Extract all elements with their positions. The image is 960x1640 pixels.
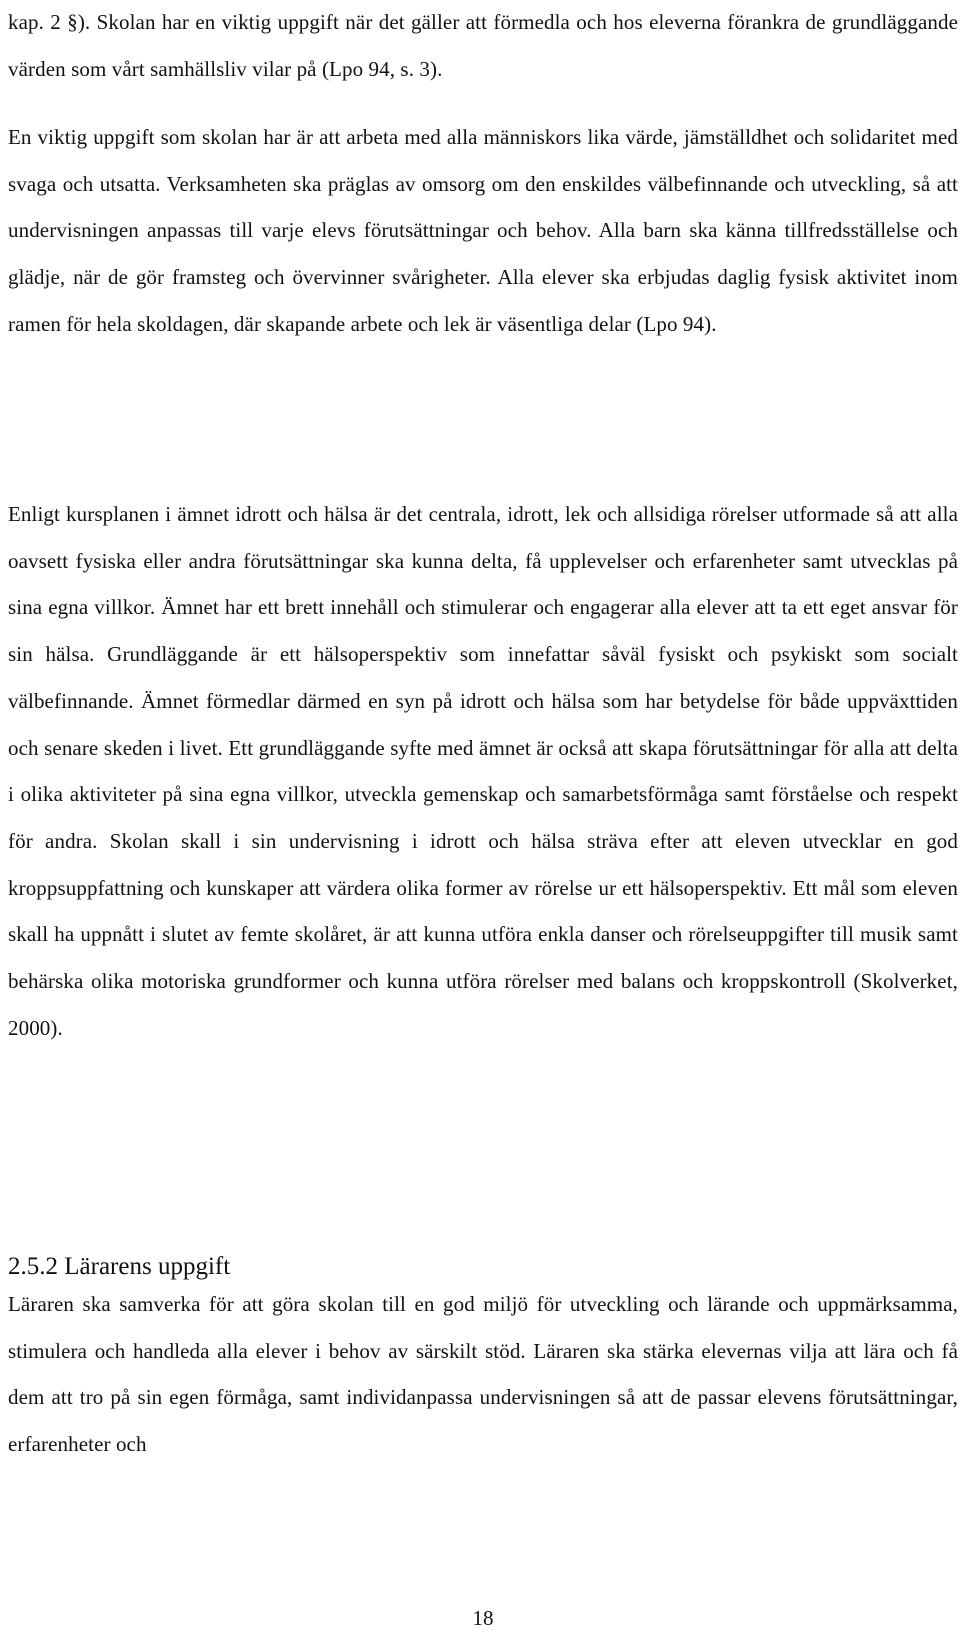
paragraph-teacher-task: Läraren ska samverka för att göra skolan till en god miljö för utveckling och lärande och uppmärksamma, stimulera och handleda alla elever i behov av särskilt stöd. Läraren ska stärka elevernas vilja att lära och få dem att tro på sin egen förmåga, samt individanpassa undervisningen så att de passar elevens förutsättningar, erfarenheter och xyxy=(8,1292,958,1457)
paragraph-values: En viktig uppgift som skolan har är att arbeta med alla människors lika värde, jämställdhet och solidaritet med svaga och utsatta. Verksamheten ska präglas av omsorg om den enskildes välbefinnande och utveckling, så att undervisningen anpassas till varje elevs förutsättningar och behov. Alla barn ska känna tillfredsställelse och glädje, när de gör framsteg och övervinner svårigheter. Alla elever ska erbjudas daglig fysisk aktivitet inom ramen för hela skoldagen, där skapande arbete och lek är väsentliga delar (Lpo 94). xyxy=(8,125,958,336)
page-number: 18 xyxy=(472,1606,494,1630)
document-page xyxy=(8,0,958,1640)
paragraph-continuation: kap. 2 §). Skolan har en viktig uppgift när det gäller att förmedla och hos eleverna förankra de grundläggande värden som vårt samhällsliv vilar på (Lpo 94, s. 3). xyxy=(8,10,958,81)
section-heading: 2.5.2 Lärarens uppgift xyxy=(8,1253,231,1280)
paragraph-curriculum: Enligt kursplanen i ämnet idrott och hälsa är det centrala, idrott, lek och allsidiga rörelser utformade så att alla oavsett fysiska eller andra förutsättningar ska kunna delta, få upplevelser och erfarenheter samt utvecklas på sina egna villkor. Ämnet har ett brett innehåll och stimulerar och engagerar alla elever att ta ett eget ansvar för sin hälsa. Grundläggande är ett hälsoperspektiv som innefattar såväl fysiskt och psykiskt som socialt välbefinnande. Ämnet förmedlar därmed en syn på idrott och hälsa som har betydelse för både uppväxttiden och senare skeden i livet. Ett grundläggande syfte med ämnet är också att skapa förutsättningar för alla att delta i olika aktiviteter på sina egna villkor, utveckla gemenskap och samarbetsförmåga samt förståelse och respekt för andra. Skolan skall i sin undervisning i idrott och hälsa sträva efter att eleven utvecklar en god kroppsuppfattning och kunskaper att värdera olika former av rörelse ur ett hälsoperspektiv. Ett mål som eleven skall ha uppnått i slutet av femte skolåret, är att kunna utföra enkla danser och rörelseuppgifter till musik samt behärska olika motoriska grundformer och kunna utföra rörelser med balans och kroppskontroll (Skolverket, 2000). xyxy=(8,502,958,1040)
